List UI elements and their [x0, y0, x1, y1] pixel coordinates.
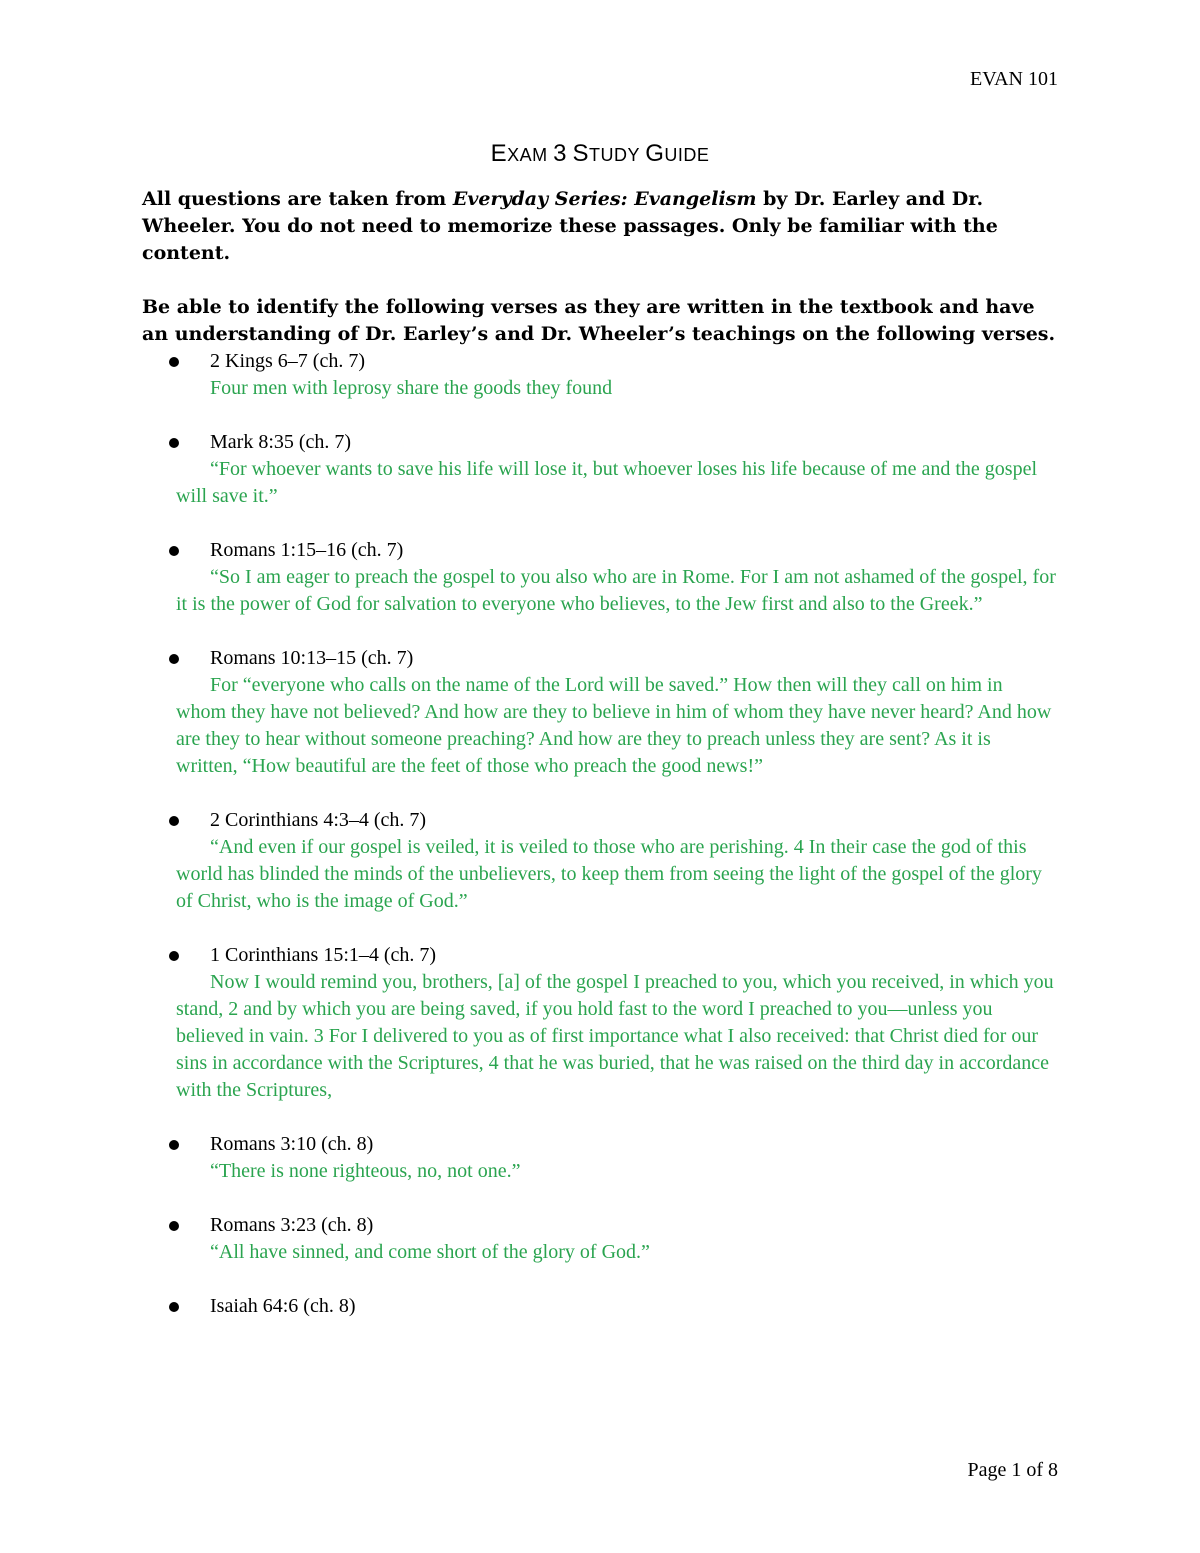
bullet-icon — [169, 1221, 179, 1231]
verse-reference: Mark 8:35 (ch. 7) — [210, 431, 352, 453]
list-item — [176, 807, 1056, 915]
bullet-icon — [169, 438, 179, 448]
verse-text: “So I am eager to preach the gospel to you also who are in Rome. For I am not ashamed of the gospel, for it is the power of God for salvation to everyone who believes, to the Jew first and also to the Greek.” — [176, 566, 1056, 615]
verse-text: For “everyone who calls on the name of the Lord will be saved.” How then will they call on him in whom they have not believed? And how are they to believe in him of whom they have never heard? And how are they to hear without someone preaching? And how are they to preach unless they are sent? As it is written, “How beautiful are the feet of those who preach the good news!” — [176, 674, 1052, 777]
book-title: Everyday Series: Evangelism — [452, 188, 757, 210]
list-item — [176, 537, 1056, 618]
verse-reference: 2 Corinthians 4:3–4 (ch. 7) — [210, 809, 427, 831]
list-item — [176, 1131, 1056, 1185]
title-cap-e: E — [490, 140, 508, 167]
verse-text: “All have sinned, and come short of the glory of God.” — [210, 1241, 650, 1263]
verse-reference: Romans 3:10 (ch. 8) — [210, 1133, 374, 1155]
verse-reference: 2 Kings 6–7 (ch. 7) — [210, 350, 365, 372]
intro-instructions — [142, 186, 1062, 348]
verse-reference: Romans 10:13–15 (ch. 7) — [210, 647, 414, 669]
list-item — [176, 942, 1056, 1104]
verse-reference: 1 Corinthians 15:1–4 (ch. 7) — [210, 944, 437, 966]
bullet-icon — [169, 357, 179, 367]
course-code: EVAN 101 — [970, 68, 1058, 90]
list-item — [176, 645, 1056, 780]
title-cap-g: G — [645, 140, 665, 167]
verse-text: “And even if our gospel is veiled, it is veiled to those who are perishing. 4 In their case the god of this world has blinded the minds of the unbelievers, to keep them from seeing the light of the gospel of the glory of Christ, who is the image of God.” — [176, 836, 1042, 912]
bullet-icon — [169, 654, 179, 664]
bullet-icon — [169, 816, 179, 826]
page-number: Page 1 of 8 — [967, 1459, 1058, 1481]
bullet-icon — [169, 546, 179, 556]
title-number: 3 — [553, 140, 567, 167]
title-word-guide: UIDE — [664, 145, 710, 165]
intro-text-a: All questions are taken from — [142, 188, 453, 210]
list-item — [176, 1293, 1056, 1320]
verse-text: Now I would remind you, brothers, [a] of the gospel I preached to you, which you received, in which you stand, 2 and by which you are being saved, if you hold fast to the word I preached to you—unless you believed in vain. 3 For I delivered to you as of first importance what I also received: that Christ died for our sins in accordance with the Scriptures, 4 that he was buried, that he was raised on the third day in accordance with the Scriptures, — [176, 971, 1054, 1101]
list-item — [176, 1212, 1056, 1266]
title-word-exam: XAM — [507, 145, 548, 165]
intro-source-paragraph — [142, 186, 1062, 267]
verse-text: Four men with leprosy share the goods they found — [210, 377, 613, 399]
intro-task-paragraph: Be able to identify the following verses as they are written in the textbook and have an understanding of Dr. Earley’s and Dr. Wheeler’s teachings on the following verses. — [142, 296, 1056, 345]
verse-list — [176, 348, 1056, 1347]
verse-reference: Isaiah 64:6 (ch. 8) — [210, 1295, 356, 1317]
verse-reference: Romans 1:15–16 (ch. 7) — [210, 539, 404, 561]
list-item — [176, 348, 1056, 402]
title-word-study: TUDY — [589, 145, 640, 165]
bullet-icon — [169, 1302, 179, 1312]
title-cap-s: S — [572, 140, 590, 167]
page-title — [0, 140, 1200, 168]
bullet-icon — [169, 951, 179, 961]
bullet-icon — [169, 1140, 179, 1150]
verse-text: “There is none righteous, no, not one.” — [210, 1160, 521, 1182]
verse-text: “For whoever wants to save his life will lose it, but whoever loses his life because of me and the gospel will save it.” — [176, 458, 1038, 507]
list-item — [176, 429, 1056, 510]
verse-reference: Romans 3:23 (ch. 8) — [210, 1214, 374, 1236]
intro-text-b: by Dr. Earley and Dr. Wheeler. You do not need to memorize these passages. Only be familiar with the content. — [142, 188, 998, 264]
